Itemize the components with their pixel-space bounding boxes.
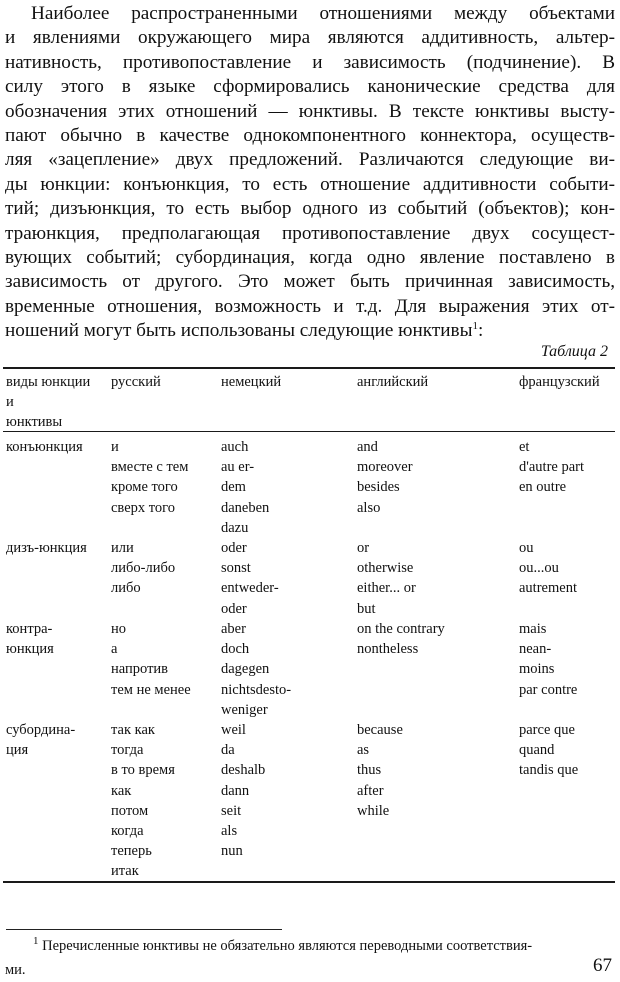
cell-line: also bbox=[357, 499, 381, 516]
cell-english bbox=[357, 437, 413, 518]
cell-german bbox=[221, 720, 265, 861]
cell-line: тогда bbox=[111, 742, 144, 759]
cell-line: after bbox=[357, 782, 384, 799]
cell-line: итак bbox=[111, 863, 139, 880]
header-line: и bbox=[6, 394, 14, 411]
paragraph-line: зависимость от другого. Это может быть причинная зависимость, bbox=[5, 271, 615, 293]
cell-line: because bbox=[357, 722, 403, 738]
cell-line: doch bbox=[221, 641, 250, 658]
table-caption: Таблица 2 bbox=[540, 343, 608, 360]
cell-line: теперь bbox=[111, 843, 152, 860]
table-top-rule bbox=[3, 367, 615, 369]
cell-line: напротив bbox=[111, 661, 169, 678]
table-bottom-rule bbox=[3, 881, 615, 883]
cell-line: but bbox=[357, 600, 376, 617]
paragraph-line: пают обычно в качестве однокомпонентного коннектора, осуществ- bbox=[5, 125, 615, 147]
paragraph-line: нативность, противопоставление и зависимость (подчинение). В bbox=[5, 51, 615, 73]
cell-line: moreover bbox=[357, 459, 413, 476]
paragraph-line: ляя «зацепление» двух предложений. Различаются следующие ви- bbox=[5, 149, 615, 171]
cell-line: besides bbox=[357, 479, 400, 496]
cell-german bbox=[221, 538, 279, 619]
cell-line: либо bbox=[111, 580, 141, 597]
header-german bbox=[221, 372, 281, 392]
cell-english bbox=[357, 619, 445, 659]
cell-french bbox=[519, 437, 584, 498]
cell-line: otherwise bbox=[357, 560, 414, 577]
cell-line: and bbox=[357, 439, 378, 455]
cell-line: moins bbox=[519, 661, 555, 678]
header-line: английский bbox=[357, 374, 429, 390]
cell-line: while bbox=[357, 802, 390, 819]
header-english bbox=[357, 372, 428, 392]
cell-line: seit bbox=[221, 802, 242, 819]
cell-type bbox=[6, 720, 75, 760]
cell-line: or bbox=[357, 540, 370, 556]
cell-line: nichtsdesto- bbox=[221, 681, 292, 698]
header-line: немецкий bbox=[221, 374, 282, 390]
cell-line: так как bbox=[111, 722, 155, 738]
paragraph-end-punct: : bbox=[477, 320, 484, 342]
footnote-mark: 1 bbox=[33, 935, 39, 947]
cell-line: dem bbox=[221, 479, 246, 496]
cell-line: либо-либо bbox=[111, 560, 176, 577]
cell-line: either... or bbox=[357, 580, 416, 597]
cell-line: deshalb bbox=[221, 762, 266, 779]
footnote bbox=[5, 934, 617, 982]
cell-line: quand bbox=[519, 742, 555, 759]
header-line: юнктивы bbox=[6, 414, 63, 431]
paragraph-last-line bbox=[5, 319, 615, 343]
cell-line: но bbox=[111, 621, 127, 637]
footnote-line bbox=[5, 934, 617, 958]
cell-line: ou bbox=[519, 540, 534, 556]
paragraph-line: вующих событий; субординация, когда одно явление поставлено в bbox=[5, 247, 615, 269]
cell-line: auch bbox=[221, 439, 249, 455]
cell-line: ou...ou bbox=[519, 560, 559, 577]
cell-line: как bbox=[111, 782, 132, 799]
cell-line: als bbox=[221, 823, 238, 840]
cell-russian bbox=[111, 720, 175, 882]
cell-line: субордина- bbox=[6, 722, 76, 738]
header-line: виды юнкции bbox=[6, 374, 91, 390]
cell-type bbox=[6, 619, 54, 659]
paragraph-line: и явлениями окружающего мира являются аддитивность, альтер- bbox=[5, 27, 615, 49]
cell-line: daneben bbox=[221, 499, 270, 516]
cell-line: nun bbox=[221, 843, 243, 860]
cell-line: контра- bbox=[6, 621, 53, 637]
paragraph-last-line-text: ношений могут быть использованы следующие юнктивы bbox=[5, 320, 473, 342]
cell-line: aber bbox=[221, 621, 246, 637]
cell-line: on the contrary bbox=[357, 621, 445, 637]
cell-line: as bbox=[357, 742, 370, 759]
cell-line: кроме того bbox=[111, 479, 178, 496]
footnote-reference: 1 bbox=[472, 320, 478, 333]
cell-line: weil bbox=[221, 722, 246, 738]
header-russian bbox=[111, 372, 161, 392]
header-line: французский bbox=[519, 374, 600, 390]
cell-line: parce que bbox=[519, 722, 575, 738]
cell-russian bbox=[111, 437, 188, 518]
cell-line: dann bbox=[221, 782, 250, 799]
cell-line: da bbox=[221, 742, 235, 759]
cell-line: потом bbox=[111, 802, 149, 819]
cell-french bbox=[519, 538, 577, 599]
cell-line: au er- bbox=[221, 459, 255, 476]
cell-line: тем не менее bbox=[111, 681, 191, 698]
paragraph-line: траюнкция, предполагающая противопоставление двух сосущест- bbox=[5, 222, 615, 244]
cell-line: дизъ-юнкция bbox=[6, 540, 87, 556]
paragraph-line: ды юнкции: конъюнкция, то есть отношение аддитивности событи- bbox=[5, 173, 615, 195]
cell-type bbox=[6, 437, 83, 457]
cell-line: конъюнкция bbox=[6, 439, 83, 455]
cell-line: dagegen bbox=[221, 661, 270, 678]
cell-line: autrement bbox=[519, 580, 577, 597]
paragraph-line: обозначения этих отношений — юнктивы. В тексте юнктивы высту- bbox=[5, 100, 615, 122]
cell-line: а bbox=[111, 641, 118, 658]
cell-line: nontheless bbox=[357, 641, 419, 658]
paragraph-line: силу этого в языке сформировались канонические средства для bbox=[5, 76, 615, 98]
cell-german bbox=[221, 619, 291, 720]
cell-line: weniger bbox=[221, 701, 268, 718]
cell-french bbox=[519, 619, 577, 700]
cell-line: tandis que bbox=[519, 762, 579, 779]
header-french bbox=[519, 372, 600, 392]
cell-german bbox=[221, 437, 269, 538]
paragraph-line: временные отношения, возможность и т.д. Для выражения этих от- bbox=[5, 295, 615, 317]
cell-english bbox=[357, 538, 416, 619]
cell-line: или bbox=[111, 540, 134, 556]
cell-line: когда bbox=[111, 823, 144, 840]
cell-english bbox=[357, 720, 403, 821]
cell-line: ция bbox=[6, 742, 29, 759]
cell-type bbox=[6, 538, 87, 558]
cell-russian bbox=[111, 538, 175, 599]
cell-french bbox=[519, 720, 578, 781]
cell-line: et bbox=[519, 439, 530, 455]
cell-line: sonst bbox=[221, 560, 251, 577]
body-paragraph bbox=[5, 2, 615, 344]
cell-line: вместе с тем bbox=[111, 459, 189, 476]
cell-line: par contre bbox=[519, 681, 578, 698]
footnote-text: Перечисленные юнктивы не обязательно являются переводными соответствия- bbox=[42, 938, 533, 954]
cell-line: dazu bbox=[221, 519, 249, 536]
cell-line: nean- bbox=[519, 641, 552, 658]
cell-line: oder bbox=[221, 540, 247, 556]
cell-line: d'autre part bbox=[519, 459, 585, 476]
cell-line: thus bbox=[357, 762, 382, 779]
header-type bbox=[6, 372, 90, 433]
cell-line: oder bbox=[221, 600, 247, 617]
cell-line: юнкция bbox=[6, 641, 54, 658]
footnote-separator bbox=[6, 929, 282, 930]
cell-line: en outre bbox=[519, 479, 567, 496]
cell-line: в то время bbox=[111, 762, 175, 779]
page-number: 67 bbox=[593, 955, 612, 976]
cell-russian bbox=[111, 619, 191, 700]
paragraph-line: тий; дизъюнкция, то есть выбор одного из событий (объектов); кон- bbox=[5, 198, 615, 220]
header-line: русский bbox=[111, 374, 161, 390]
footnote-line-2: ми. bbox=[5, 962, 26, 978]
table-header-rule bbox=[3, 431, 615, 432]
cell-line: и bbox=[111, 439, 119, 455]
cell-line: сверх того bbox=[111, 499, 175, 516]
cell-line: entweder- bbox=[221, 580, 279, 597]
paragraph-line: Наиболее распространенными отношениями между объектами bbox=[31, 3, 615, 24]
cell-line: mais bbox=[519, 621, 547, 637]
